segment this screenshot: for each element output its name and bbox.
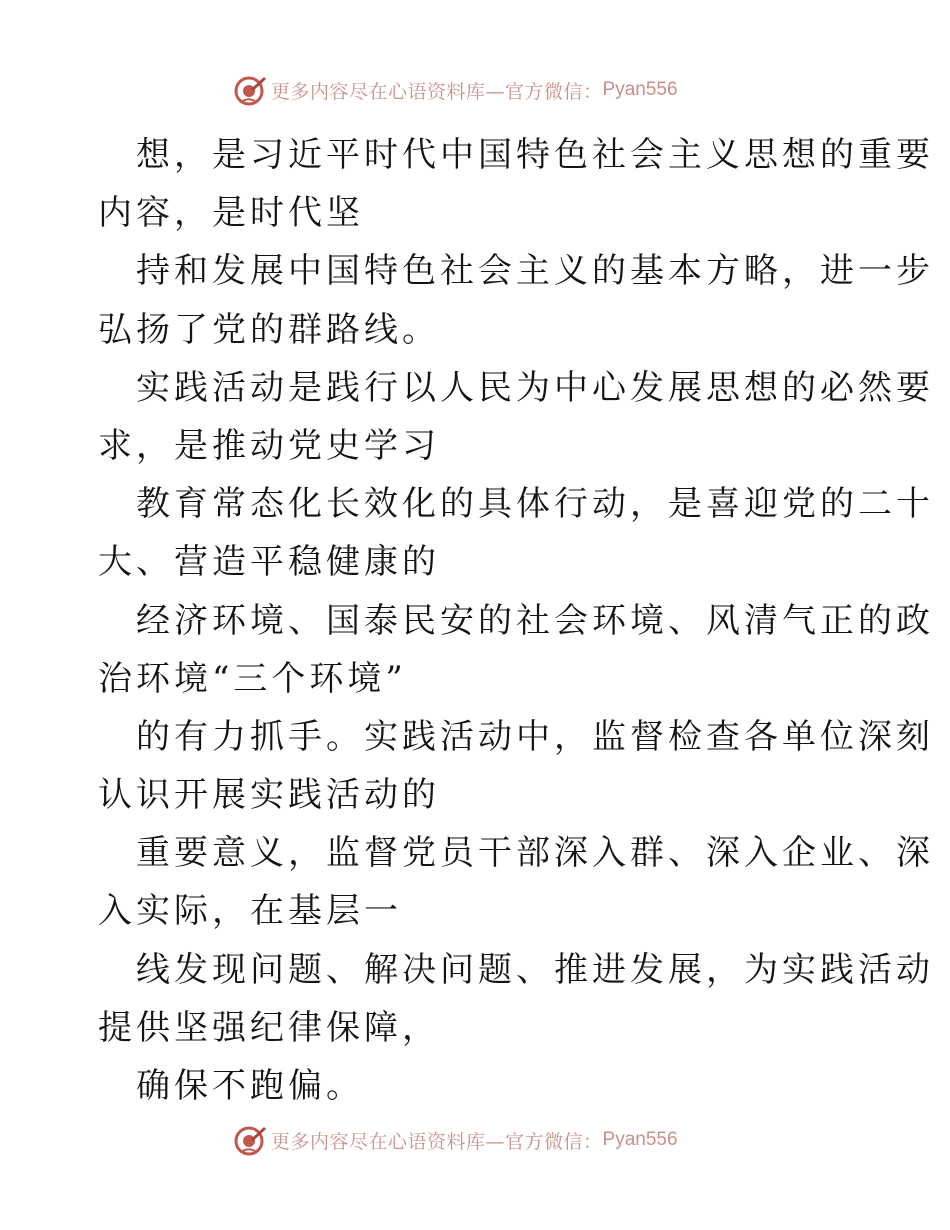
text-line: 内容，是时代坚 [98,193,364,234]
text-line: 重要意义，监督党员干部深入群、深入企业、深 [136,833,934,874]
banner-text: 更多内容尽在心语资料库—官方微信： [271,80,603,103]
text-line: 的有力抓手。实践活动中，监督检查各单位深刻 [136,716,934,757]
text-line: 想，是习近平时代中国特色社会主义思想的重要 [136,135,934,175]
text-line: 教育常态化长效化的具体行动，是喜迎党的二十 [136,484,934,525]
text-line: 线发现问题、解决问题、推进发展，为实践活动 [136,949,934,990]
text-line: 持和发展中国特色社会主义的基本方略，进一步 [136,251,934,292]
banner-text: 更多内容尽在心语资料库—官方微信： [271,1130,603,1153]
banner-wechat-id: Pyan556 [602,1129,678,1150]
text-line: 弘扬了党的群路线。 [98,309,440,350]
body-text [98,126,934,1115]
text-line: 确保不跑偏。 [136,1066,364,1106]
banner-wechat-id: Pyan556 [602,79,678,100]
text-line: 认识开展实践活动的 [98,775,440,816]
text-line: 入实际，在基层一 [98,891,402,932]
text-line: 经济环境、国泰民安的社会环境、风清气正的政 [136,600,934,641]
text-line: 求，是推动党史学习 [98,425,440,466]
text-line: 治环境“三个环境” [98,658,407,699]
pen-circle-logo-icon [233,73,267,107]
text-line: 实践活动是践行以人民为中心发展思想的必然要 [136,367,934,408]
text-line: 提供坚强纪律保障， [98,1007,440,1048]
footer-watermark-banner [233,1120,678,1160]
text-line: 大、营造平稳健康的 [98,542,440,583]
pen-circle-logo-icon [233,1123,267,1157]
header-watermark-banner [233,70,678,110]
